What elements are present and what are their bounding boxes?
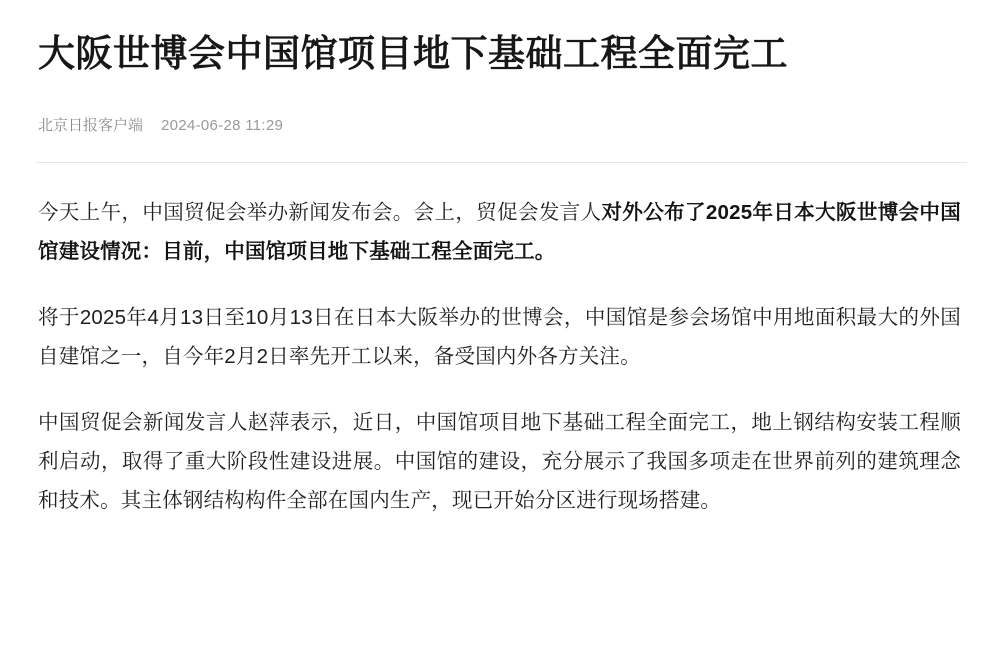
paragraph-2 [38,298,961,376]
plain-text: 中国贸促会新闻发言人赵萍表示，近日，中国馆项目地下基础工程全面完工，地上钢结构安装工程顺利启动，取得了重大阶段性建设进展。中国馆的建设，充分展示了我国多项走在世界前列的建筑理念和技术。其主体钢结构构件全部在国内生产，现已开始分区进行现场搭建。 [38,411,961,512]
article-timestamp: 2024-06-28 11:29 [161,117,284,134]
article-source: 北京日报客户端 [38,117,144,134]
header-divider [36,162,967,163]
plain-text: 将于2025年4月13日至10月13日在日本大阪举办的世博会，中国馆是参会场馆中用地面积最大的外国自建馆之一，自今年2月2日率先开工以来，备受国内外各方关注。 [38,306,961,368]
plain-text: 今天上午，中国贸促会举办新闻发布会。会上，贸促会发言人 [38,201,602,224]
emphasized-text: 对外公布了2025年日本大阪世博会中国馆建设情况：目前，中国馆项目地下基础工程全面完工。 [38,201,962,263]
paragraph-3 [38,403,961,520]
page-title: 大阪世博会中国馆项目地下基础工程全面完工 [38,33,788,74]
article-body [36,193,967,520]
article-meta [36,116,967,136]
paragraph-1 [38,193,961,271]
